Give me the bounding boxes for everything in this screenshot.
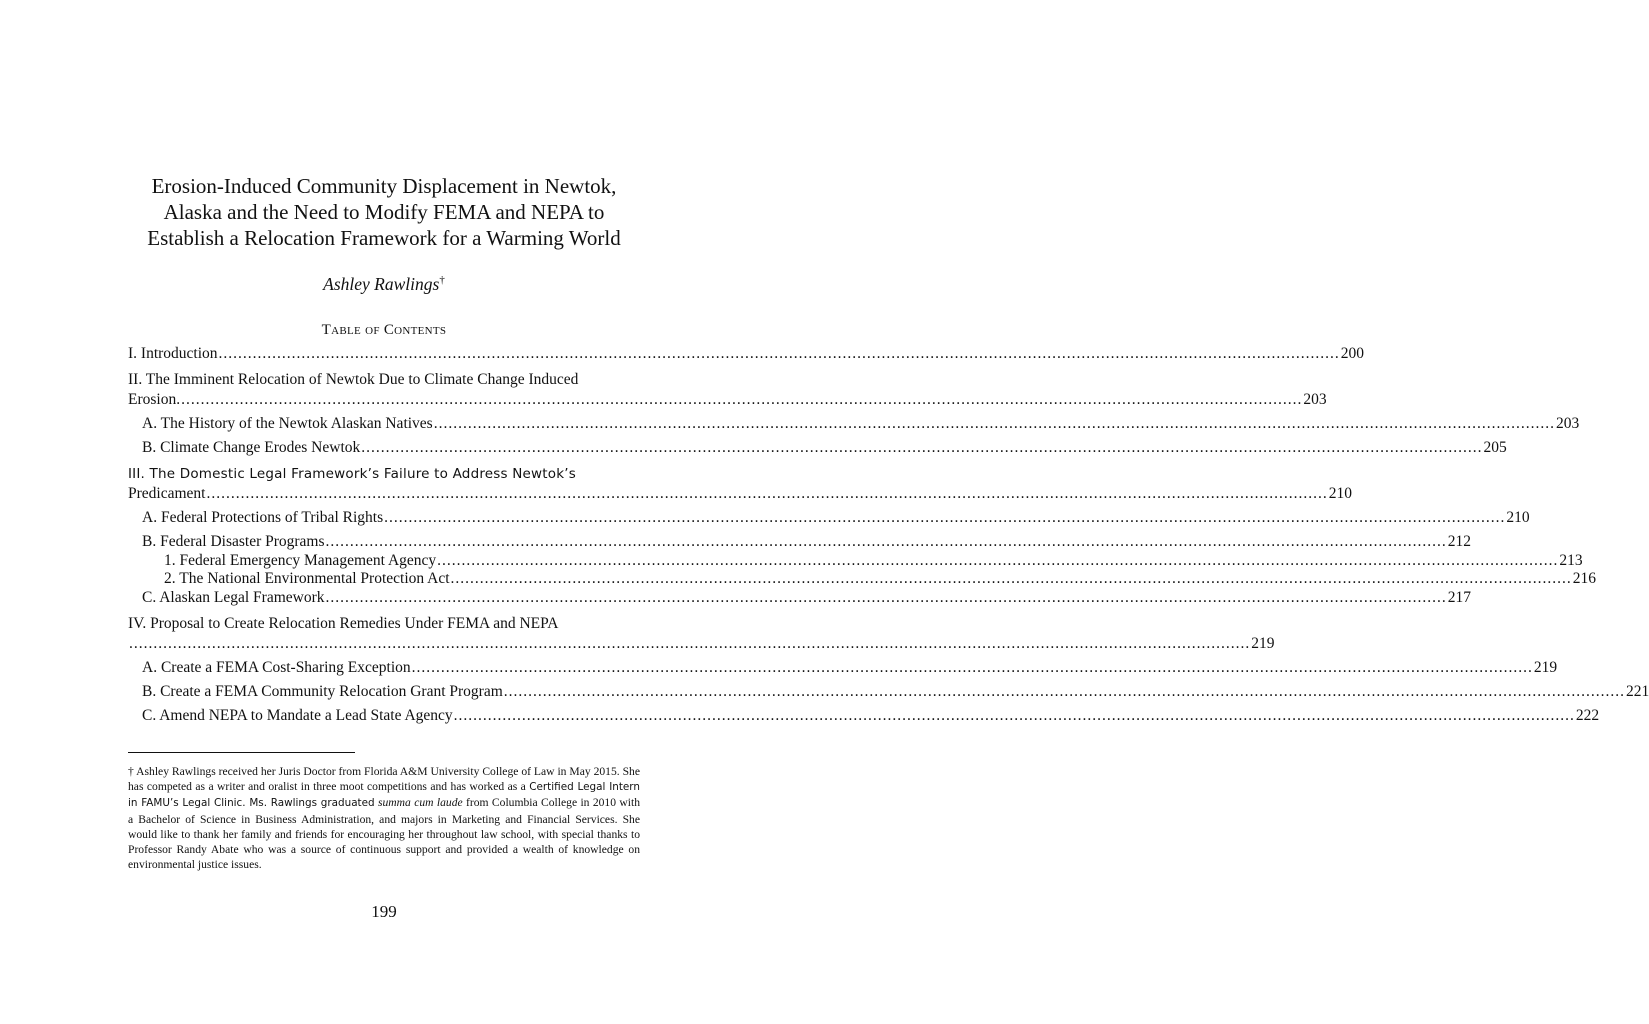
toc-entry-page: 213: [1559, 552, 1583, 569]
toc-leader-dots: [218, 344, 1341, 364]
toc-leader-dots: [411, 658, 1534, 678]
footnote-text: from Columbia College in 2010 with a Bachelor of Science in Business Administration, and majors in Marketing and Financial Services. She would like to thank her family and friends for encouraging her throughout law school, with special thanks to Professor Randy Abate who was a source of continuous support and provided a wealth of knowledge on environmental justice issues.: [128, 796, 640, 872]
toc-entry[interactable]: [128, 588, 1472, 608]
toc-entry-title-line1: II. The Imminent Relocation of Newtok Due to Climate Change Induced: [128, 371, 579, 388]
toc-entry[interactable]: [128, 344, 1365, 364]
table-of-contents: [128, 344, 1649, 726]
title-line: Alaska and the Need to Modify FEMA and NEPA to: [163, 200, 605, 224]
toc-entry-title: Predicament: [128, 485, 206, 502]
toc-entry[interactable]: [128, 658, 1558, 678]
toc-leader-dots: [128, 634, 1251, 654]
toc-entry-page: 203: [1555, 415, 1580, 432]
footnote-text: Certified Legal Intern in FAMU’s Legal Clinic. Ms. Rawlings graduated: [128, 781, 640, 810]
toc-entry-title: B. Federal Disaster Programs: [142, 533, 325, 550]
toc-entry-title: C. Alaskan Legal Framework: [142, 589, 325, 606]
footnote-mark: †: [128, 765, 134, 778]
toc-entry-page: 210: [1328, 485, 1352, 502]
toc-entry-page: 210: [1506, 509, 1530, 526]
toc-entry-page: 221: [1626, 683, 1649, 700]
toc-entry-title: 2. The National Environmental Protection Act: [164, 570, 450, 587]
toc-entry-page: 216: [1572, 570, 1597, 587]
toc-entry-page: 212: [1447, 533, 1472, 550]
toc-entry-title-line1: IV. Proposal to Create Relocation Remedies Under FEMA and NEPA: [128, 615, 559, 632]
toc-entry[interactable]: [128, 682, 1649, 702]
toc-leader-dots: [360, 438, 1483, 458]
toc-entry-page: 200: [1340, 345, 1365, 362]
toc-entry-page: 203: [1303, 391, 1327, 408]
toc-leader-dots: [453, 706, 1576, 726]
toc-leader-dots: [325, 532, 1448, 552]
toc-entry-title: B. Create a FEMA Community Relocation Grant Program: [142, 683, 503, 700]
toc-leader-dots: [450, 570, 1573, 588]
toc-leader-dots: [383, 508, 1506, 528]
toc-entry[interactable]: [128, 438, 1507, 458]
toc-entry[interactable]: [128, 532, 1472, 552]
article-title: [100, 173, 668, 251]
author-name: Ashley Rawlings: [323, 274, 440, 294]
toc-entry-page: 205: [1483, 439, 1507, 456]
toc-entry[interactable]: [128, 614, 1275, 654]
toc-entry-title: C. Amend NEPA to Mandate a Lead State Agency: [142, 707, 453, 724]
footnote-emphasis: summa cum laude: [378, 796, 463, 810]
toc-entry[interactable]: [128, 464, 1352, 504]
title-line: Establish a Relocation Framework for a Warming World: [147, 226, 621, 250]
toc-leader-dots: [180, 390, 1303, 410]
footnote-divider: [128, 752, 355, 753]
toc-entry-page: 222: [1575, 707, 1600, 724]
toc-entry-page: 219: [1251, 635, 1275, 652]
toc-entry[interactable]: [128, 570, 1597, 588]
toc-entry[interactable]: [128, 706, 1600, 726]
author-byline: [100, 274, 668, 295]
toc-entry-title-line1: III. The Domestic Legal Framework’s Failure to Address Newtok’s: [128, 466, 576, 482]
toc-entry[interactable]: [128, 552, 1583, 570]
toc-entry[interactable]: [128, 370, 1327, 410]
toc-leader-dots: [436, 552, 1559, 570]
toc-leader-dots: [325, 588, 1448, 608]
toc-leader-dots: [433, 414, 1556, 434]
author-footnote-mark: †: [439, 274, 445, 287]
toc-leader-dots: [503, 682, 1626, 702]
toc-entry-title: B. Climate Change Erodes Newtok: [142, 439, 361, 456]
toc-leader-dots: [205, 484, 1328, 504]
toc-entry-title: Erosion.: [128, 391, 181, 408]
title-line: Erosion-Induced Community Displacement in Newtok,: [151, 174, 617, 198]
toc-entry-title: A. Federal Protections of Tribal Rights: [142, 509, 384, 526]
toc-entry[interactable]: [128, 414, 1580, 434]
toc-heading: Table of Contents: [321, 322, 447, 338]
toc-entry[interactable]: [128, 508, 1530, 528]
toc-entry-title: A. The History of the Newtok Alaskan Natives: [142, 415, 433, 432]
toc-entry-title: I. Introduction: [128, 345, 218, 362]
toc-entry-page: 219: [1533, 659, 1558, 676]
toc-entry-title: 1. Federal Emergency Management Agency: [164, 552, 437, 569]
page-number: 199: [371, 902, 397, 921]
footnote-text: Ashley Rawlings received her Juris Doctor from Florida A&M University College of Law in May 2015. She has competed as a writer and oralist in three moot competitions and has worked as a: [128, 765, 640, 794]
toc-entry-page: 217: [1447, 589, 1472, 606]
toc-entry-title: A. Create a FEMA Cost-Sharing Exception: [142, 659, 411, 676]
author-footnote: [128, 764, 640, 872]
